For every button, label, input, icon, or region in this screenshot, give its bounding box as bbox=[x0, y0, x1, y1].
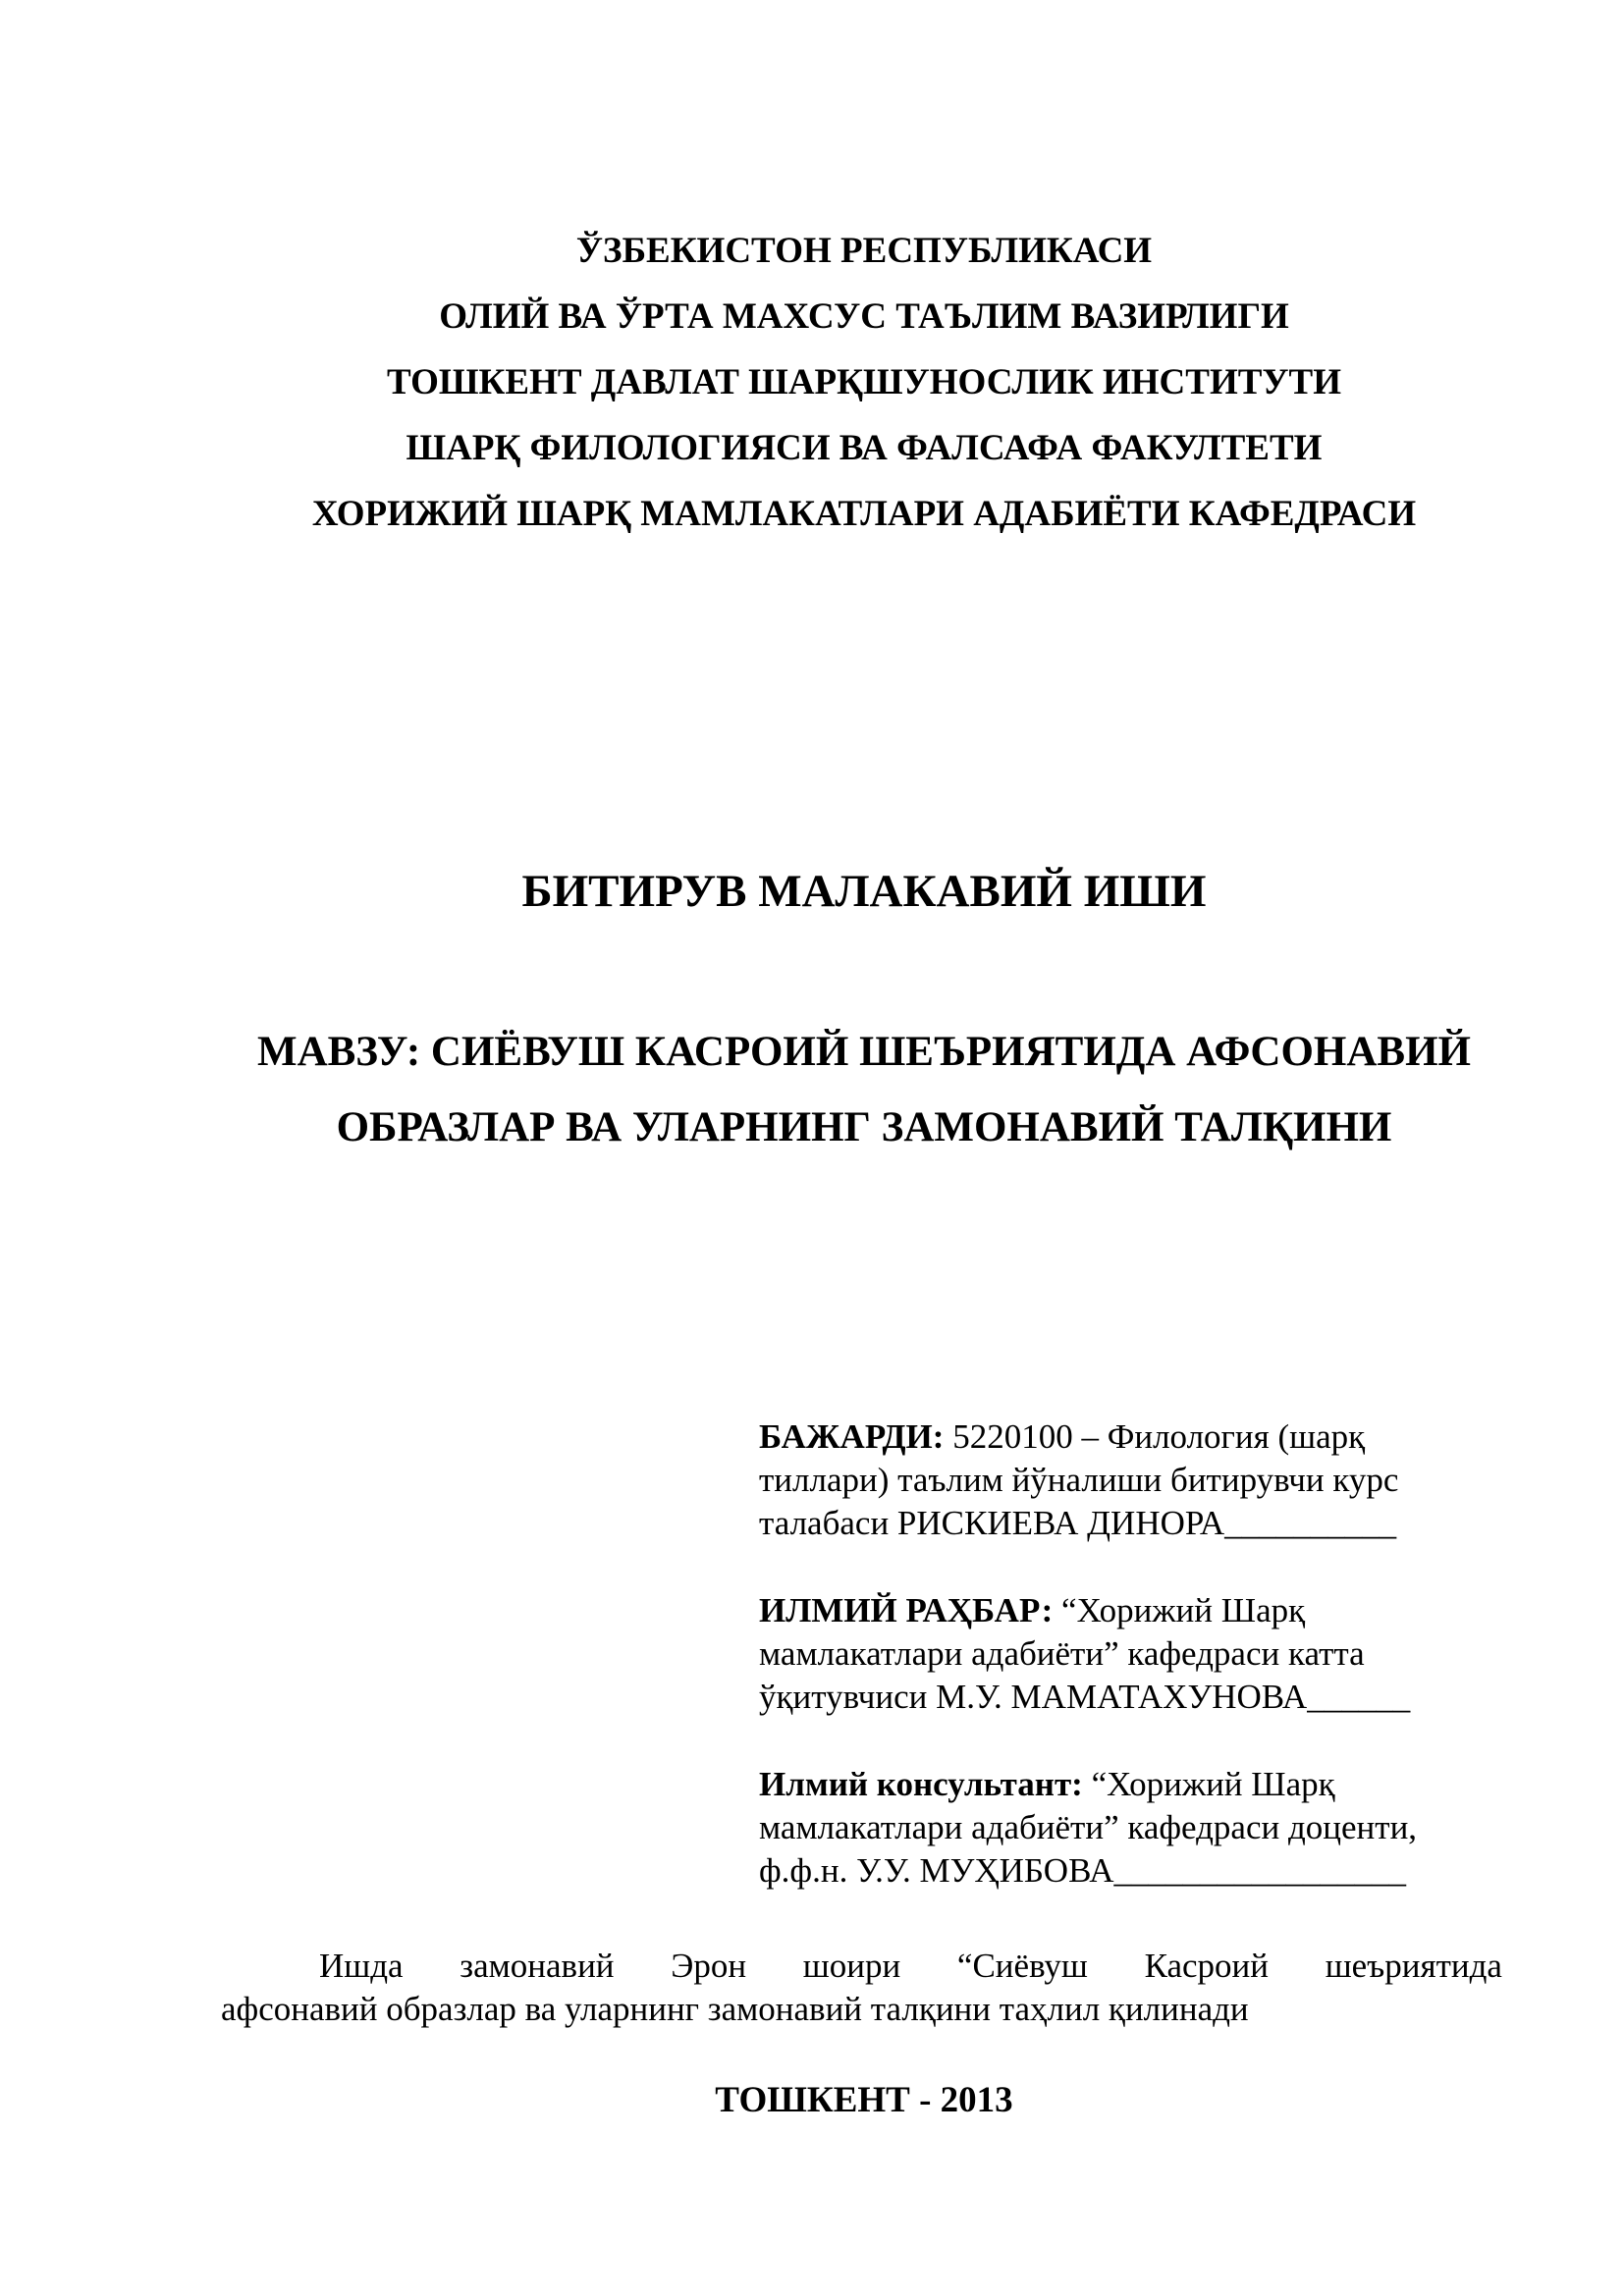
abstract-word: шоири bbox=[802, 1947, 901, 1985]
supervisor-line-2: мамлакатлари адабиёти” кафедраси катта bbox=[759, 1634, 1365, 1673]
header-line-institute: ТОШКЕНТ ДАВЛАТ ШАРҚШУНОСЛИК ИНСТИТУТИ bbox=[386, 362, 1342, 402]
author-info bbox=[759, 1415, 1505, 1937]
header-line-faculty: ШАРҚ ФИЛОЛОГИЯСИ ВА ФАЛСАФА ФАКУЛТЕТИ bbox=[406, 428, 1323, 468]
consultant-line-3: ф.ф.н. У.У. МУҲИБОВА_________________ bbox=[759, 1851, 1406, 1890]
supervisor-line-1: “Хорижий Шарқ bbox=[1053, 1591, 1306, 1629]
abstract-word: замонавий bbox=[460, 1947, 615, 1985]
performer-line-2: тиллари) таълим йўналиши битирувчи курс bbox=[759, 1461, 1399, 1499]
abstract-line-2: афсонавий образлар ва уларнинг замонавий талқини таҳлил қилинади bbox=[221, 1990, 1249, 2028]
abstract-word: Касроий bbox=[1144, 1947, 1269, 1985]
performer-line-3: талабаси РИСКИЕВА ДИНОРА__________ bbox=[759, 1504, 1397, 1542]
abstract-word: шеъриятида bbox=[1325, 1947, 1502, 1985]
supervisor-label: ИЛМИЙ РАҲБАР: bbox=[759, 1591, 1054, 1629]
supervisor-line-3: ўқитувчиси М.У. МАМАТАХУНОВА______ bbox=[759, 1678, 1411, 1716]
performer-block bbox=[759, 1415, 1505, 1545]
abstract-word: Ишда bbox=[319, 1947, 404, 1985]
header-line-department: ХОРИЖИЙ ШАРҚ МАМЛАКАТЛАРИ АДАБИЁТИ КАФЕДРАСИ bbox=[311, 494, 1417, 534]
document-title: БИТИРУВ МАЛАКАВИЙ ИШИ bbox=[521, 866, 1207, 917]
consultant-label: Илмий консультант: bbox=[759, 1765, 1083, 1803]
header-line-ministry: ОЛИЙ ВА ЎРТА МАХСУС ТАЪЛИМ ВАЗИРЛИГИ bbox=[439, 296, 1289, 337]
thesis-topic bbox=[0, 1014, 1624, 1165]
consultant-line-2: мамлакатлари адабиёти” кафедраси доценти, bbox=[759, 1808, 1418, 1846]
city-year: ТОШКЕНТ - 2013 bbox=[715, 2080, 1013, 2120]
header-line-country: ЎЗБЕКИСТОН РЕСПУБЛИКАСИ bbox=[575, 231, 1153, 271]
institution-header bbox=[0, 218, 1624, 547]
topic-line-1: МАВЗУ: СИЁВУШ КАСРОИЙ ШЕЪРИЯТИДА АФСОНАВИЙ bbox=[256, 1029, 1472, 1075]
supervisor-block bbox=[759, 1589, 1505, 1719]
performer-line-1: 5220100 – Филология (шарқ bbox=[944, 1417, 1366, 1456]
topic-line-2: ОБРАЗЛАР ВА УЛАРНИНГ ЗАМОНАВИЙ ТАЛҚИНИ bbox=[336, 1104, 1392, 1150]
abstract-word: “Сиёвуш bbox=[956, 1947, 1088, 1985]
abstract-line-1 bbox=[221, 1945, 1502, 1988]
consultant-block bbox=[759, 1763, 1505, 1893]
abstract-word: Эрон bbox=[671, 1947, 747, 1985]
performer-label: БАЖАРДИ: bbox=[759, 1417, 945, 1456]
consultant-line-1: “Хорижий Шарқ bbox=[1082, 1765, 1335, 1803]
abstract-paragraph bbox=[221, 1945, 1502, 2031]
